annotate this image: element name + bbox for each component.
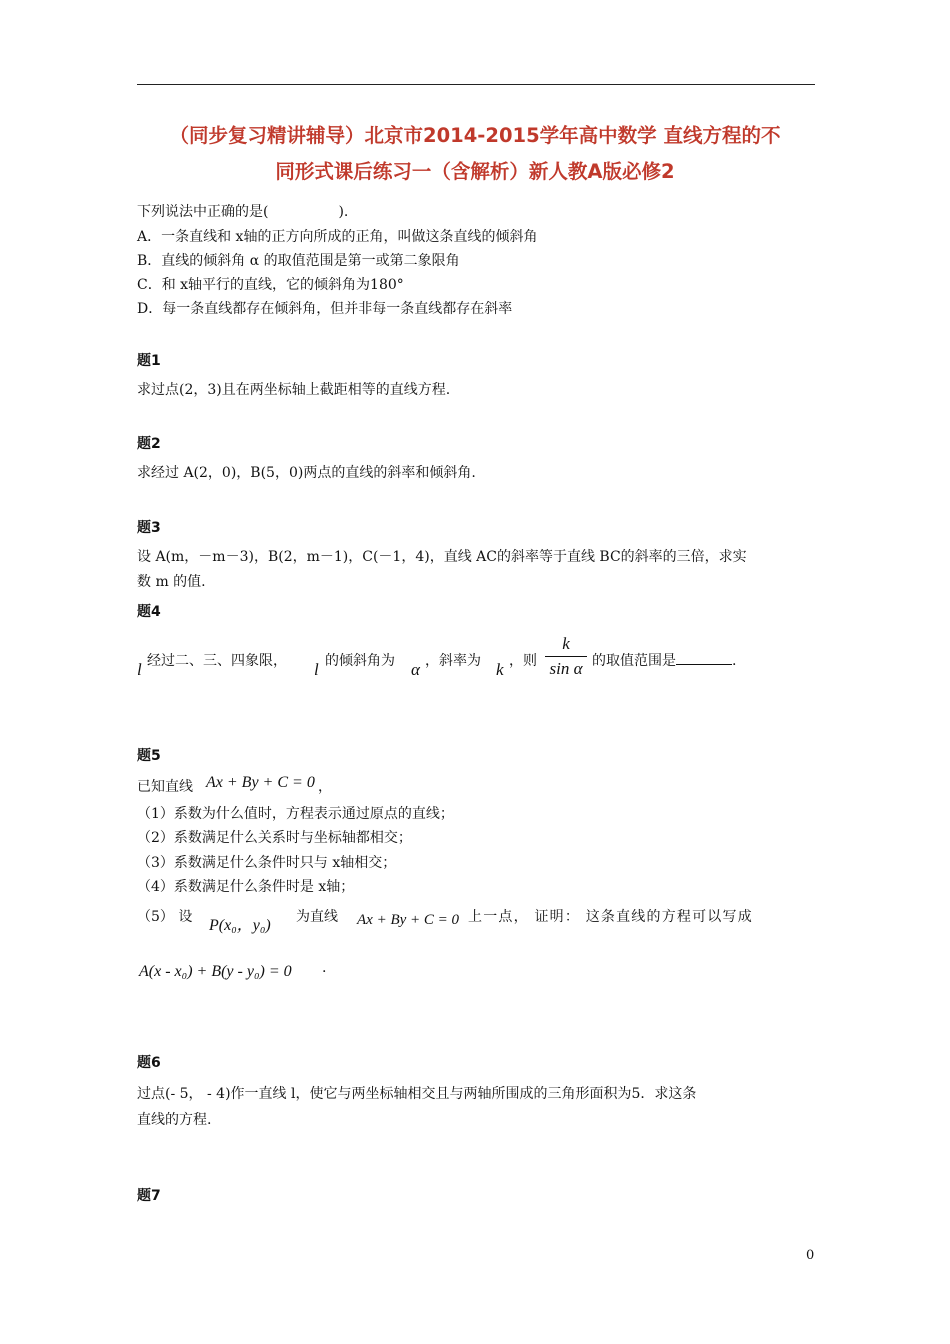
q4-fraction-bar [545,656,587,657]
q4-answer-blank [676,650,732,665]
question-3-line-1: 设 A(m，－m－3)，B(2，m－1)，C(－1，4)，直线 AC的斜率等于直线 BC的斜率的三倍，求实 [137,549,747,565]
q5-subquestion-5-a: （5） 设 [137,909,193,925]
document-title-line-2: 同形式课后练习一（含解析）新人教A版必修2 [275,160,675,183]
question-3-heading: 题3 [137,520,161,536]
q4-text-1: 经过二、三、四象限， [147,653,287,669]
intro-question: 下列说法中正确的是( ). [137,204,349,220]
question-2-text: 求经过 A(2，0)，B(5，0)两点的直线的斜率和倾斜角. [137,465,476,481]
q5-equation-2: Ax + By + C = 0 [357,912,460,928]
q4-end: . [732,653,737,669]
q4-text-5-label: 的取值范围是 [592,653,676,669]
q5-intro-end: ， [318,779,332,795]
q5-equation: Ax + By + C = 0 [206,774,315,791]
q4-text-5 [592,650,736,670]
q4-fraction-denominator: sin α [549,659,583,678]
question-3-line-2: 数 m 的值. [137,574,206,590]
q4-text-4: ，则 [509,653,537,669]
q4-k: k [496,660,504,679]
question-6-line-2: 直线的方程. [137,1112,212,1128]
option-d: D．每一条直线都存在倾斜角，但并非每一条直线都存在斜率 [137,301,513,317]
q4-text-2: 的倾斜角为 [325,653,395,669]
question-5-heading: 题5 [137,748,161,764]
q4-fraction [545,634,587,679]
q5-intro: 已知直线 [137,779,193,795]
q5-subquestion-5-c: 上一点， 证明： 这条直线的方程可以写成 [468,909,753,925]
question-1-text: 求过点(2，3)且在两坐标轴上截距相等的直线方程. [137,382,451,398]
option-a: A．一条直线和 x轴的正方向所成的正角，叫做这条直线的倾斜角 [137,229,538,245]
q4-text-3: ，斜率为 [425,653,481,669]
option-b: B．直线的倾斜角 α 的取值范围是第一或第二象限角 [137,253,460,269]
q5-subquestion-1: （1）系数为什么值时，方程表示通过原点的直线； [137,806,454,822]
question-6-heading: 题6 [137,1055,161,1071]
page-number: 0 [806,1248,815,1263]
q4-line-symbol-2: l [314,660,319,679]
document-title-line-1: （同步复习精讲辅导）北京市2014-2015学年高中数学 直线方程的不 [169,124,781,147]
question-6-line-1: 过点(- 5， - 4)作一直线 l，使它与两坐标轴相交且与两轴所围成的三角形面积为5．求这条 [137,1086,697,1102]
q5-subquestion-4: （4）系数满足什么条件时是 x轴； [137,879,355,895]
q4-fraction-numerator: k [562,634,570,653]
question-2-heading: 题2 [137,436,161,452]
question-1-heading: 题1 [137,353,161,369]
q5-result-equation: A(x - x₀) + B(y - y₀) = 0 [139,963,292,980]
q5-result-end: . [322,960,327,976]
q5-subquestion-3: （3）系数满足什么条件时只与 x轴相交； [137,855,397,871]
q4-alpha: α [411,660,420,679]
q5-subquestion-5-b: 为直线 [296,909,338,925]
q5-point: P(x₀，y₀) [209,917,271,934]
header-rule [137,84,815,85]
q4-line-symbol: l [137,660,142,679]
q5-subquestion-2: （2）系数满足什么关系时与坐标轴都相交； [137,830,412,846]
option-c: C．和 x轴平行的直线，它的倾斜角为180° [137,277,404,293]
question-7-heading: 题7 [137,1188,161,1204]
question-4-heading: 题4 [137,604,161,620]
